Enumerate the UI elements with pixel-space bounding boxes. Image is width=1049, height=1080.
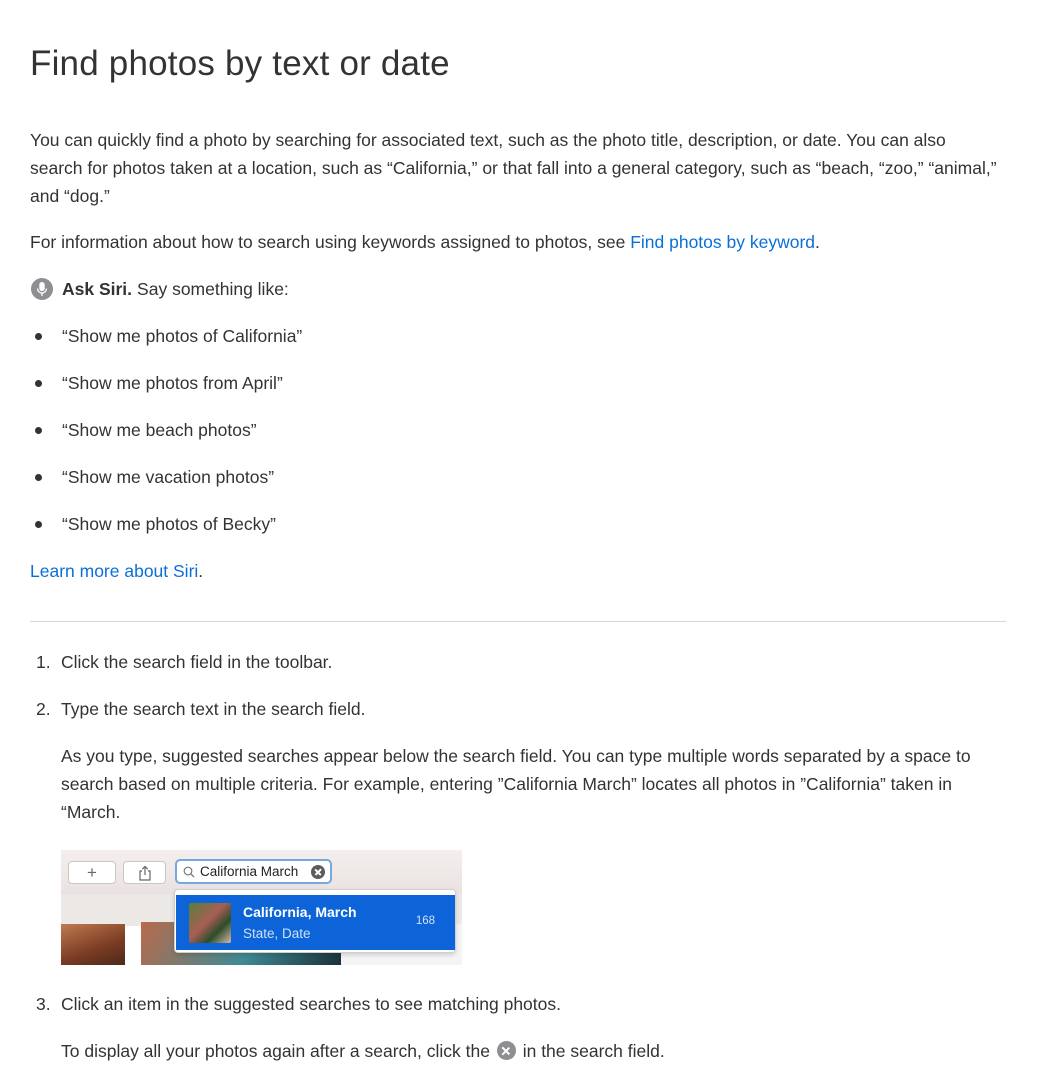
list-item: “Show me vacation photos” xyxy=(30,463,302,510)
step-3-note: To display all your photos again after a search, click the in the search field. xyxy=(61,1041,665,1061)
list-item: “Show me photos of Becky” xyxy=(30,510,302,557)
bullet-icon xyxy=(35,427,42,434)
search-value: California March xyxy=(200,864,299,879)
step-number: 2. xyxy=(36,699,51,719)
search-icon xyxy=(183,866,195,878)
page-title: Find photos by text or date xyxy=(30,44,450,83)
search-input[interactable] xyxy=(175,859,332,884)
list-item: “Show me photos from April” xyxy=(30,369,302,416)
toolbar xyxy=(61,850,462,894)
bullet-icon xyxy=(35,521,42,528)
microphone-icon xyxy=(31,278,53,300)
step-text: Type the search text in the search field. xyxy=(61,699,366,719)
divider xyxy=(30,621,1006,622)
suggestion-title: California, March xyxy=(243,904,357,920)
suggestion-item[interactable] xyxy=(176,895,455,950)
intro-paragraph: You can quickly find a photo by searching for associated text, such as the photo title, description, or date. You can also search for photos taken at a location, such as “California,” or that fall into a general category, such as “beach, “zoo,” “animal,” and “dog.” xyxy=(30,130,997,206)
clear-icon xyxy=(497,1041,516,1060)
search-screenshot-figure xyxy=(61,850,462,965)
learn-more-siri-link[interactable]: Learn more about Siri xyxy=(30,561,199,581)
ask-siri-text: Say something like: xyxy=(137,279,289,299)
share-button[interactable] xyxy=(123,861,166,884)
list-item: “Show me photos of California” xyxy=(30,322,302,369)
bullet-icon xyxy=(35,380,42,387)
siri-examples-list xyxy=(30,322,302,557)
keyword-prefix: For information about how to search using keywords assigned to photos, see xyxy=(30,232,631,252)
ask-siri-line xyxy=(30,275,289,303)
keyword-paragraph xyxy=(30,228,820,256)
step-text: Click an item in the suggested searches to see matching photos. xyxy=(61,994,561,1014)
list-item: “Show me beach photos” xyxy=(30,416,302,463)
photo-gap xyxy=(125,926,141,965)
share-icon xyxy=(138,865,152,881)
keyword-suffix: . xyxy=(815,232,820,252)
step-number: 1. xyxy=(36,652,51,672)
bullet-icon xyxy=(35,333,42,340)
bullet-icon xyxy=(35,474,42,481)
ask-siri-label: Ask Siri. xyxy=(62,279,133,299)
suggestion-thumbnail xyxy=(189,903,231,943)
suggestion-count: 168 xyxy=(415,915,435,927)
step-text: Click the search field in the toolbar. xyxy=(61,652,333,672)
step-2-note: As you type, suggested searches appear below the search field. You can type multiple words separated by a space to search based on multiple criteria. For example, entering ”California March” locates all photos in ”California” taken in “March. xyxy=(61,746,971,822)
step-number: 3. xyxy=(36,994,51,1014)
photo-thumbnail[interactable] xyxy=(61,924,125,965)
clear-search-icon[interactable] xyxy=(311,865,325,879)
find-by-keyword-link[interactable]: Find photos by keyword xyxy=(630,232,816,252)
add-button[interactable]: + xyxy=(68,861,116,884)
learn-more-paragraph: Learn more about Siri. xyxy=(30,561,204,581)
suggestion-subtitle: State, Date xyxy=(243,926,311,941)
suggestions-dropdown xyxy=(174,889,456,953)
